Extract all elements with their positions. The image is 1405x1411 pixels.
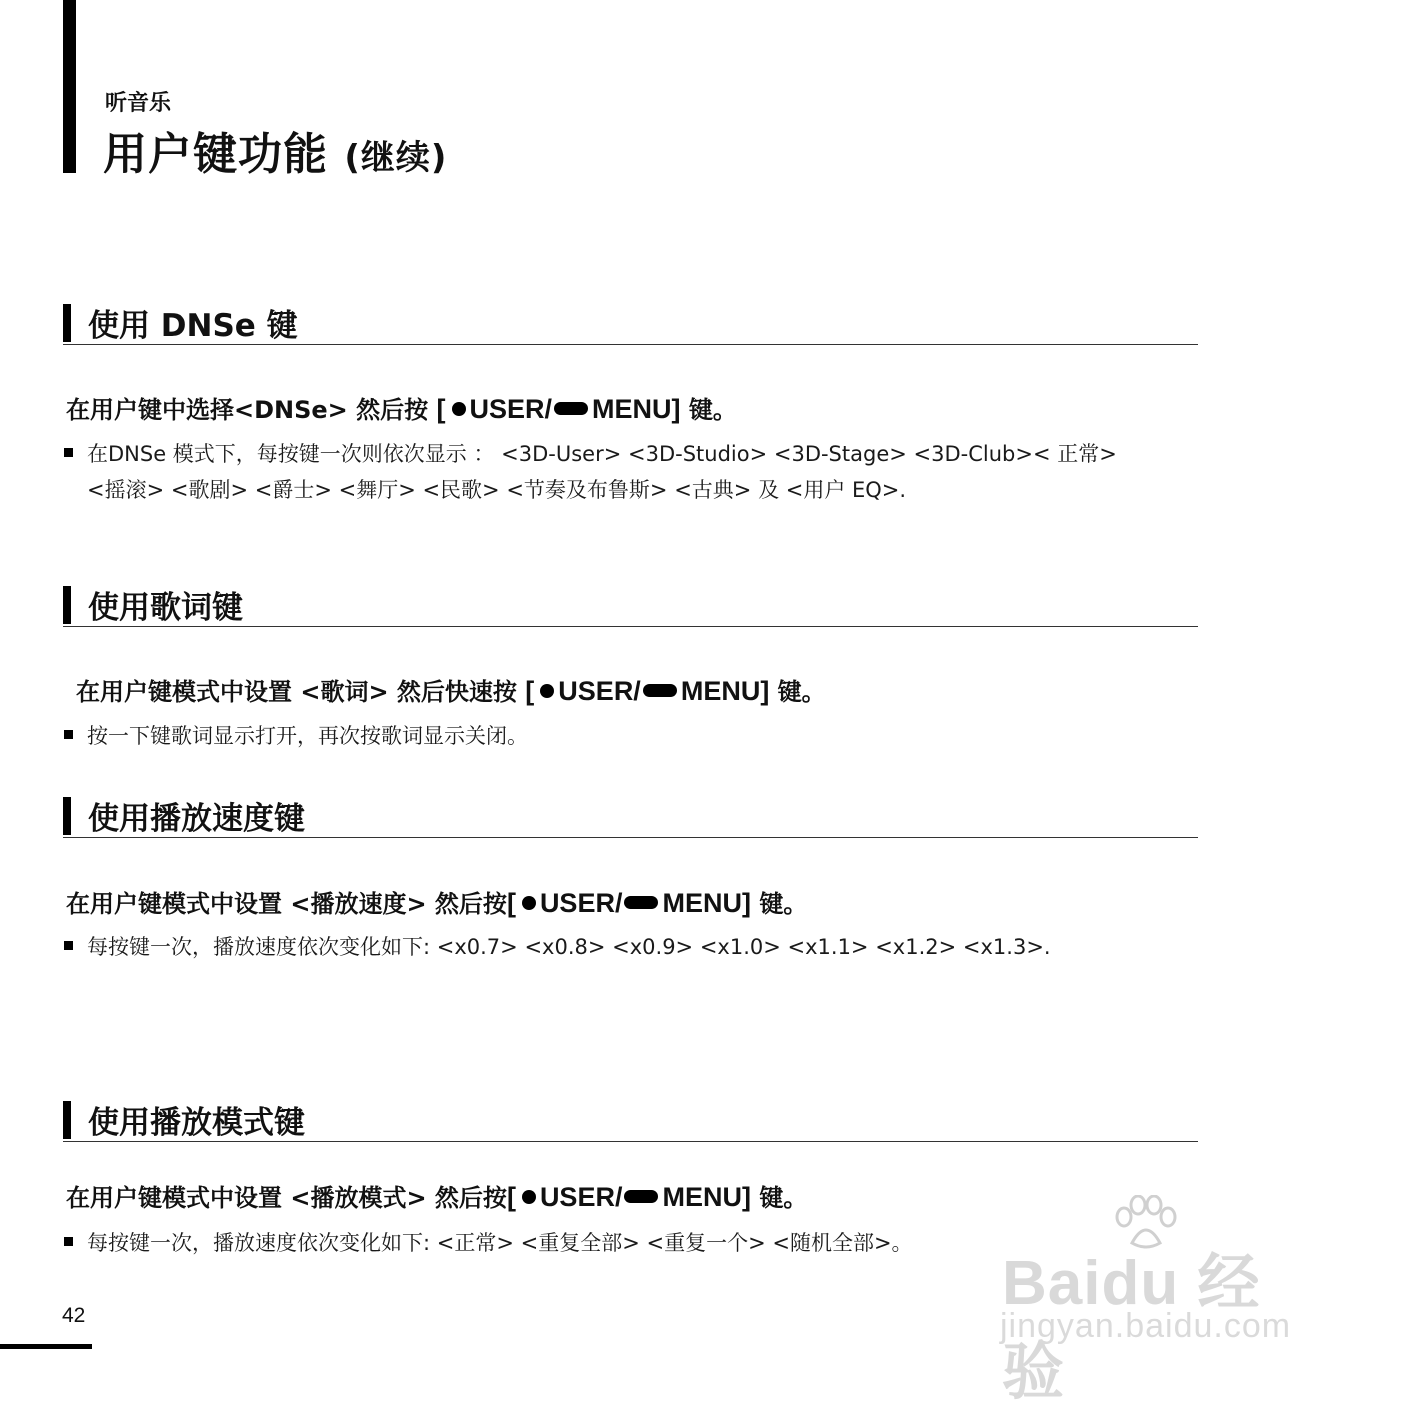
bullet-square-icon (64, 941, 73, 950)
section-heading-lyrics (63, 582, 1198, 627)
instruction-suffix: 键。 (750, 1184, 808, 1212)
menu-pill-icon (643, 684, 677, 697)
bullet-text: 在DNSe 模式下，每按键一次则依次显示 ： <3D-User> <3D-Studio> <3D-Stage> <3D-Club>< 正常> (87, 442, 1117, 466)
bullet-square-icon (64, 1237, 73, 1246)
section-title: 使用歌词键 (88, 590, 243, 626)
key-open-bracket: [ (436, 394, 446, 424)
instruction-text: 在用户键模式中设置 <播放速度> 然后按 (66, 890, 507, 918)
instruction-text: 在用户键模式中设置 <歌词> 然后快速按 (76, 678, 526, 706)
key-menu-label: MENU] (592, 394, 681, 424)
key-user-label: USER/ (539, 888, 623, 918)
key-menu-label: MENU] (680, 676, 770, 706)
menu-pill-icon (624, 1190, 658, 1203)
instruction-suffix: 键。 (750, 890, 808, 918)
section-heading-dnse (63, 300, 1198, 345)
bullet-text: 每按键一次，播放速度依次变化如下: <正常> <重复全部> <重复一个> <随机全部>。 (87, 1231, 913, 1255)
section-marker (63, 797, 71, 835)
bullet-square-icon (64, 730, 73, 739)
page-title-main: 用户键功能 (103, 129, 328, 180)
page-title-suffix: (继续) (344, 138, 448, 178)
page-title (103, 118, 447, 182)
instruction-text: 在用户键模式中设置 <播放模式> 然后按 (66, 1184, 507, 1212)
instruction-suffix: 键。 (680, 396, 737, 424)
page-number: 42 (62, 1304, 86, 1327)
bullet-playmode (64, 1227, 913, 1257)
instruction-dnse (66, 390, 737, 425)
section-heading-playmode (63, 1097, 1198, 1142)
section-title: 使用播放模式键 (88, 1105, 305, 1141)
watermark-url: jingyan.baidu.com (1000, 1307, 1292, 1345)
bullet-square-icon (64, 448, 73, 457)
menu-pill-icon (554, 402, 588, 415)
user-dot-icon (540, 684, 554, 698)
baidu-watermark (992, 1195, 1322, 1407)
user-dot-icon (522, 1190, 536, 1204)
key-menu-label: MENU] (662, 1182, 751, 1212)
bullet-text: 每按键一次，播放速度依次变化如下: <x0.7> <x0.8> <x0.9> <x1.0> <x1.1> <x1.2> <x1.3>. (87, 935, 1051, 959)
menu-pill-icon (624, 896, 658, 909)
user-dot-icon (452, 402, 466, 416)
bullet-dnse (64, 438, 1117, 504)
bullet-continuation: <摇滚> <歌剧> <爵士> <舞厅> <民歌> <节奏及布鲁斯> <古典> 及 <用户 EQ>. (87, 478, 907, 502)
key-menu-label: MENU] (662, 888, 751, 918)
key-open-bracket: [ (506, 1182, 516, 1212)
section-marker (63, 586, 71, 624)
bullet-text: 按一下键歌词显示打开，再次按歌词显示关闭。 (87, 724, 528, 748)
instruction-playmode (66, 1178, 807, 1213)
key-user-label: USER/ (469, 394, 553, 424)
section-title: 使用 DNSe 键 (88, 308, 298, 344)
key-user-label: USER/ (539, 1182, 623, 1212)
bullet-speed (64, 931, 1051, 961)
section-heading-speed (63, 793, 1198, 838)
section-marker (63, 1101, 71, 1139)
key-open-bracket: [ (506, 888, 516, 918)
instruction-suffix: 键。 (769, 678, 826, 706)
chapter-kicker: 听音乐 (105, 91, 172, 116)
bullet-lyrics (64, 720, 528, 750)
key-open-bracket: [ (525, 676, 535, 706)
user-dot-icon (522, 896, 536, 910)
instruction-lyrics (76, 672, 826, 707)
page-rule (0, 1344, 92, 1349)
key-user-label: USER/ (558, 676, 641, 706)
instruction-text: 在用户键中选择<DNSe> 然后按 (66, 396, 437, 424)
section-title: 使用播放速度键 (88, 801, 305, 837)
instruction-speed (66, 884, 807, 919)
section-marker (63, 304, 71, 342)
watermark-brand: Baidu 经验 (1002, 1249, 1261, 1407)
header-bar (63, 0, 76, 173)
